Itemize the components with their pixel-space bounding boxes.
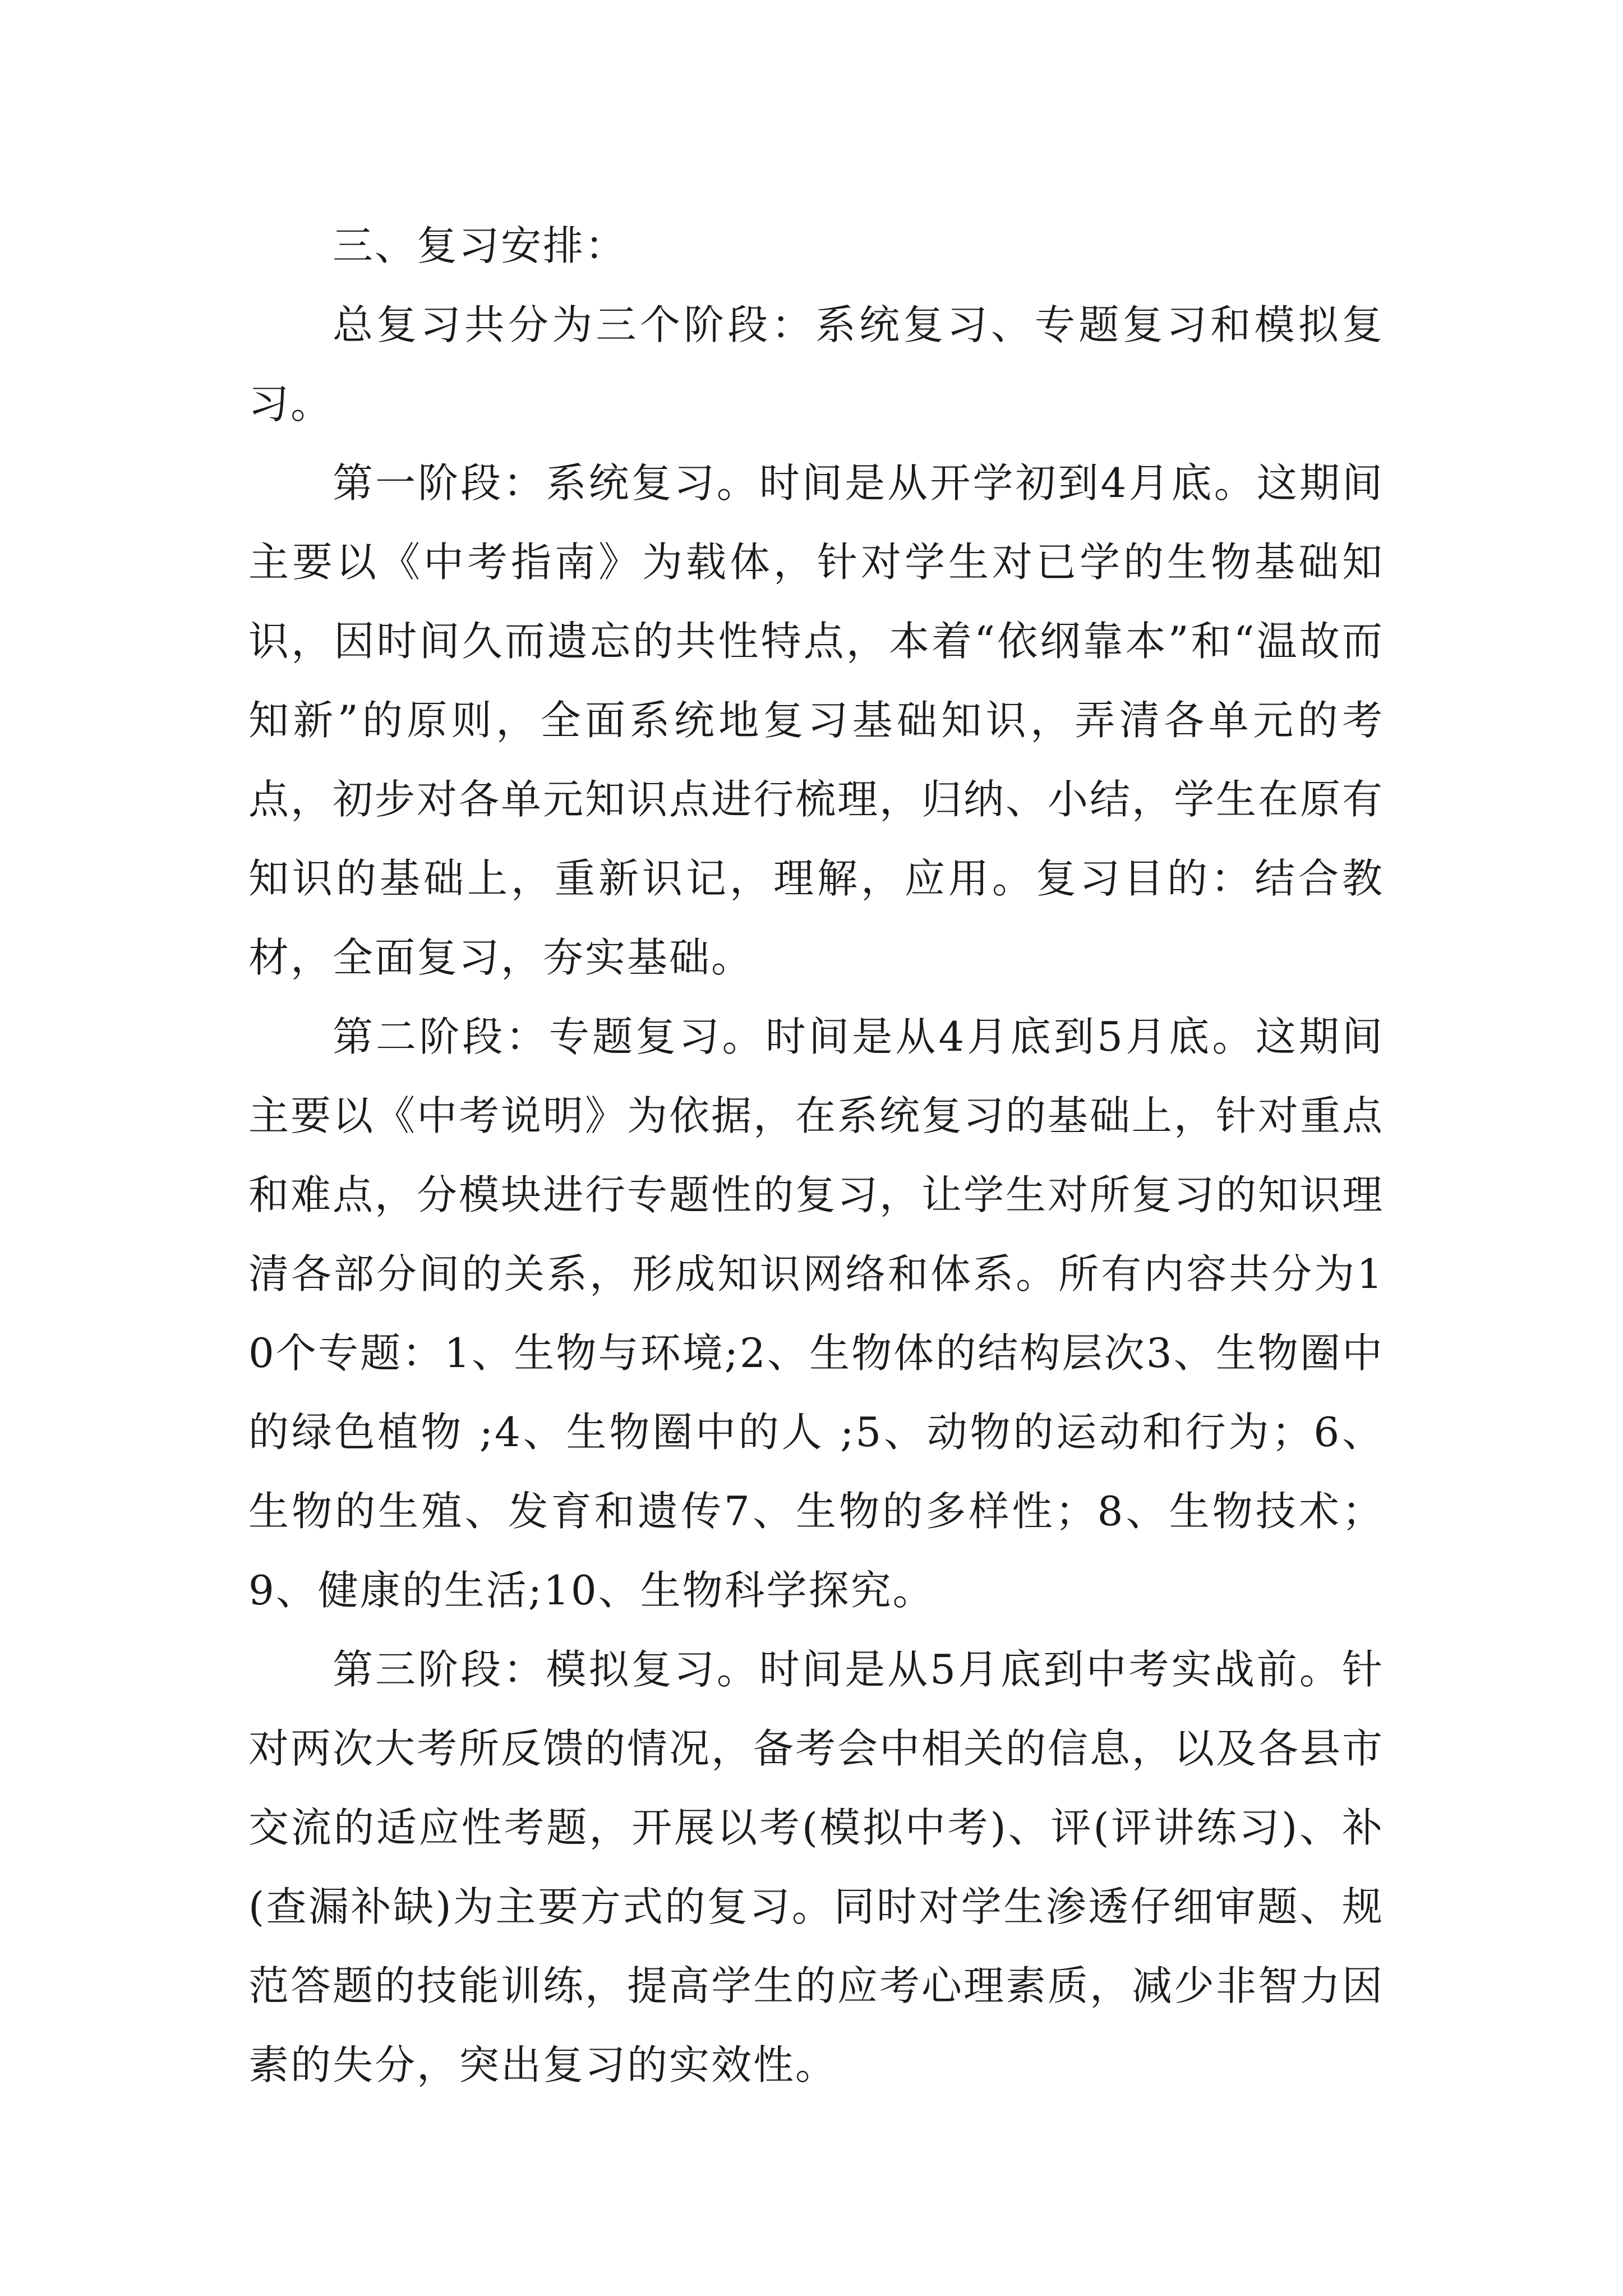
section-heading: 三、复习安排： (333, 222, 628, 269)
stage-three-paragraph: 第三阶段：模拟复习。时间是从5月底到中考实战前。针对两次大考所反馈的情况，备考会中相关的信息，以及各县市交流的适应性考题，开展以考(模拟中考)、评(评讲练习)、补(查漏补缺)为主要方式的复习。同时对学生渗透仔细审题、规范答题的技能训练，提高学生的应考心理素质，减少非智力因素的失分，突出复习的实效性。 (248, 1646, 1385, 2088)
document-body (248, 206, 1384, 2105)
intro-paragraph: 总复习共分为三个阶段：系统复习、专题复习和模拟复习。 (248, 301, 1384, 427)
stage-one-paragraph: 第一阶段：系统复习。时间是从开学初到4月底。这期间主要以《中考指南》为载体，针对学生对已学的生物基础知识，因时间久而遗忘的共性特点，本着“依纲靠本”和“温故而知新”的原则，全面系统地复习基础知识，弄清各单元的考点，初步对各单元知识点进行梳理，归纳、小结，学生在原有知识的基础上，重新识记，理解，应用。复习目的：结合教材，全面复习，夯实基础。 (248, 459, 1385, 981)
stage-two-paragraph: 第二阶段：专题复习。时间是从4月底到5月底。这期间主要以《中考说明》为依据，在系统复习的基础上，针对重点和难点，分模块进行专题性的复习，让学生对所复习的知识理清各部分间的关系，形成知识网络和体系。所有内容共分为10个专题：1、生物与环境;2、生物体的结构层次3、生物圈中的绿色植物 ;4、生物圈中的人 ;5、动物的运动和行为；6、生物的生殖、发育和遗传7、生物的多样性；8、生物技术；9、健康的生活;10、生物科学探究。 (248, 1013, 1385, 1614)
